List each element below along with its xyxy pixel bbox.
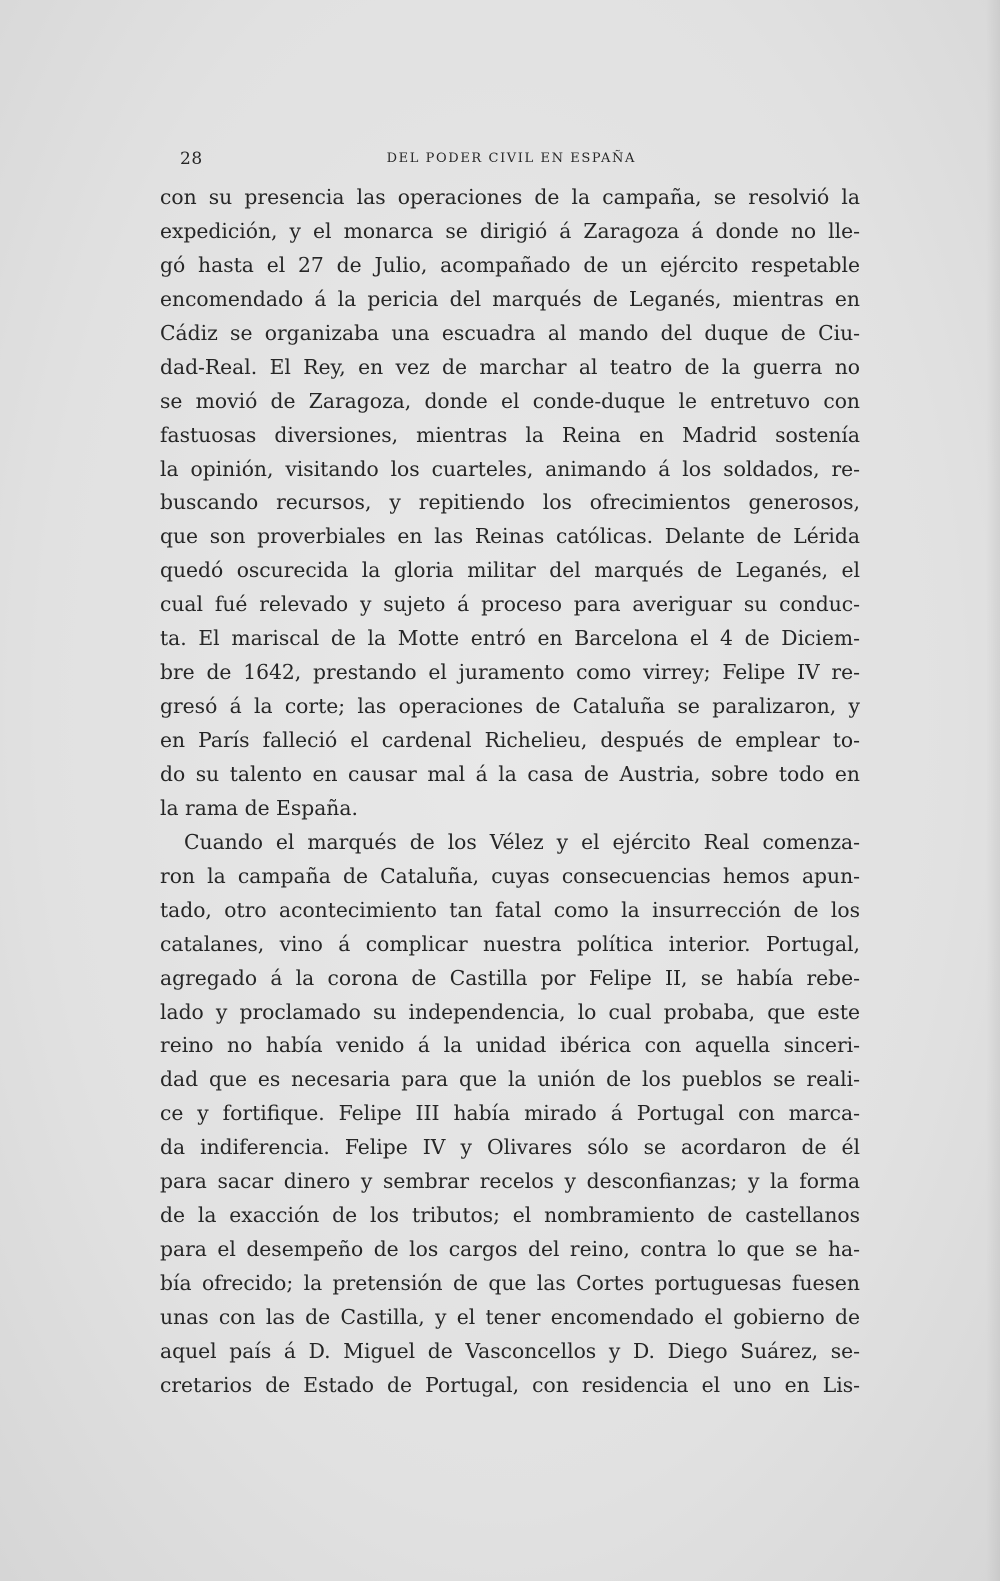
text-line: para el desempeño de los cargos del reino, contra lo que se ha- (160, 1237, 860, 1262)
page-edge-shadow (986, 0, 1000, 1581)
paragraph-last-line: la rama de España. (160, 795, 358, 820)
text-line: ce y fortifique. Felipe III había mirado á Portugal con marca- (160, 1101, 860, 1126)
text-line: catalanes, vino á complicar nuestra política interior. Portugal, (160, 931, 860, 956)
text-line: aquel país á D. Miguel de Vasconcellos y D. Diego Suárez, se- (160, 1338, 860, 1363)
text-line: encomendado á la pericia del marqués de Leganés, mientras en (160, 286, 860, 311)
text-line: dad que es necesaria para que la unión de los pueblos se reali- (160, 1067, 860, 1092)
page-number: 28 (180, 149, 203, 169)
text-line: lado y proclamado su independencia, lo cual probaba, que este (160, 999, 860, 1024)
text-line: tado, otro acontecimiento tan fatal como la insurrección de los (160, 897, 860, 922)
text-line: da indiferencia. Felipe IV y Olivares sólo se acordaron de él (160, 1135, 860, 1160)
text-line: buscando recursos, y repitiendo los ofrecimientos generosos, (160, 490, 860, 515)
text-line: reino no había venido á la unidad ibérica con aquella sinceri- (160, 1033, 860, 1058)
text-line: cual fué relevado y sujeto á proceso para averiguar su conduc- (160, 592, 860, 617)
text-line: agregado á la corona de Castilla por Felipe II, se había rebe- (160, 965, 860, 990)
text-line: gó hasta el 27 de Julio, acompañado de un ejército respetable (160, 252, 860, 277)
text-line: para sacar dinero y sembrar recelos y desconfianzas; y la forma (160, 1169, 860, 1194)
text-line: ron la campaña de Cataluña, cuyas consecuencias hemos apun- (160, 863, 860, 888)
text-line: do su talento en causar mal á la casa de Austria, sobre todo en (160, 761, 860, 786)
text-line: cretarios de Estado de Portugal, con residencia el uno en Lis- (160, 1372, 860, 1397)
text-line: dad-Real. El Rey, en vez de marchar al teatro de la guerra no (160, 354, 860, 379)
text-line: Cádiz se organizaba una escuadra al mando del duque de Ciu- (160, 320, 860, 345)
text-line: de la exacción de los tributos; el nombramiento de castellanos (160, 1203, 860, 1228)
text-line: expedición, y el monarca se dirigió á Zaragoza á donde no lle- (160, 218, 860, 243)
text-line: unas con las de Castilla, y el tener encomendado el gobierno de (160, 1304, 860, 1329)
running-header-title: DEL PODER CIVIL EN ESPAÑA (386, 151, 636, 166)
paragraph-first-line: Cuando el marqués de los Vélez y el ejército Real comenza- (184, 829, 860, 854)
body-text (160, 180, 860, 1402)
running-header (180, 148, 636, 170)
text-line: se movió de Zaragoza, donde el conde-duque le entretuvo con (160, 388, 860, 413)
text-line: bía ofrecido; la pretensión de que las Cortes portuguesas fuesen (160, 1271, 860, 1295)
text-line: en París falleció el cardenal Richelieu, después de emplear to- (160, 728, 860, 752)
text-line: ta. El mariscal de la Motte entró en Barcelona el 4 de Diciem- (160, 626, 860, 651)
text-line: fastuosas diversiones, mientras la Reina en Madrid sostenía (160, 422, 860, 447)
text-line: quedó oscurecida la gloria militar del marqués de Leganés, el (160, 558, 860, 583)
text-line: con su presencia las operaciones de la campaña, se resolvió la (160, 185, 860, 209)
text-line: bre de 1642, prestando el juramento como virrey; Felipe IV re- (160, 660, 860, 685)
text-line: gresó á la corte; las operaciones de Cataluña se paralizaron, y (160, 694, 860, 719)
text-line: la opinión, visitando los cuarteles, animando á los soldados, re- (160, 456, 860, 481)
text-line: que son proverbiales en las Reinas católicas. Delante de Lérida (160, 524, 860, 549)
